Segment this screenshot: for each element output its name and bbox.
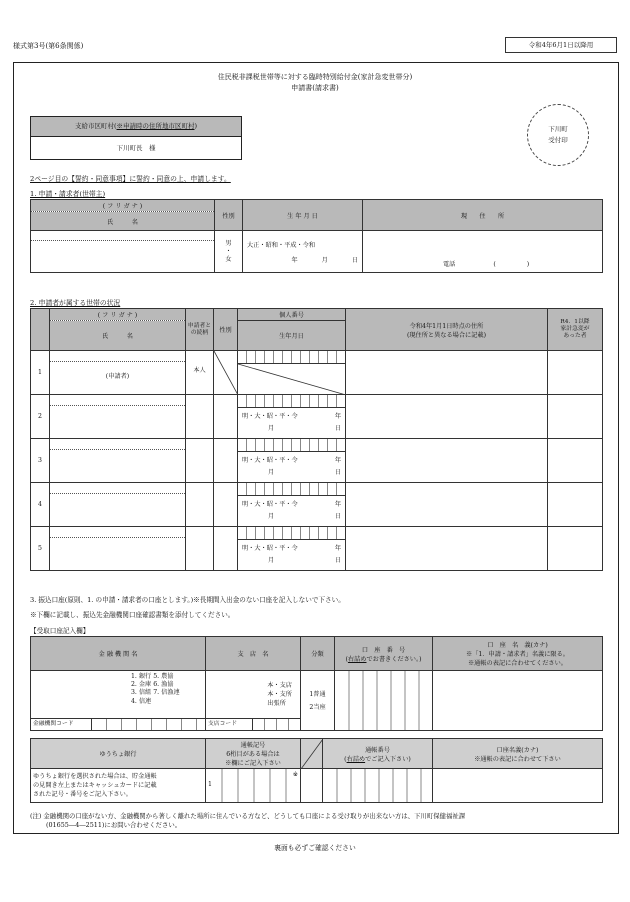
member-name-field[interactable]	[50, 395, 186, 439]
form-number: 様式第3号(第6条関係)	[13, 42, 84, 50]
stamp-line1: 下川町	[548, 125, 568, 133]
member-address-field[interactable]	[346, 351, 548, 395]
bank-type-options: 1. 銀行 5. 農協 2. 金庫 6. 漁協 3. 信組 7. 信漁連 4. 信連	[131, 673, 180, 705]
section1-title: 1. 申請・請求者(世帯主)	[30, 190, 106, 198]
yucho-holder-field[interactable]	[433, 769, 603, 803]
footer-note: (注) 金融機関の口座がない方、金融機関から著しく離れた場所に住んでいる方など、どうしても口座による受け取りが出来ない方は、下川町保健福祉課 (01655―4―2511)にお問い合わせください。	[30, 812, 466, 829]
row-number: 3	[31, 439, 50, 483]
recipient-label: 支給市区町村(※申請時の住所地市区町村)	[31, 117, 241, 137]
symbol-header: 通帳記号 6桁目がある場合は ※欄にご記入下さい	[206, 739, 301, 769]
yucho-header: ゆうちょ銀行	[31, 739, 206, 769]
back-page-reminder: 裏面も必ずご確認ください	[274, 844, 356, 852]
household-table	[30, 308, 603, 571]
slash-cell	[301, 739, 323, 769]
yucho-description: ゆうちょ銀行を選択された場合は、貯金通帳 の見開き左上またはキャッシュカードに記載 された記号・番号をご記入下さい。	[31, 769, 206, 803]
relation-field[interactable]	[186, 395, 214, 439]
reception-stamp	[527, 104, 589, 166]
recipient-box	[30, 116, 242, 160]
household-row	[31, 351, 603, 395]
branch-code-label: 支店コード	[206, 719, 253, 730]
member-gender-field[interactable]	[214, 483, 238, 527]
relation-field: 本人	[186, 351, 214, 395]
bank-table	[30, 636, 603, 731]
member-name-field[interactable]	[50, 439, 186, 483]
applicant-birth-field[interactable]: 大正・昭和・平成・令和 年 月 日	[243, 231, 363, 273]
hh-gender-header: 性別	[214, 309, 238, 351]
furigana-header: ( フ リ ガ ナ )	[31, 200, 215, 212]
bank-name-header: 金 融 機 関 名	[31, 637, 206, 671]
member-gender-field[interactable]	[214, 395, 238, 439]
name-header: 氏 名	[31, 212, 215, 231]
member-gender-field[interactable]	[214, 439, 238, 483]
member-address-field[interactable]	[346, 439, 548, 483]
yucho-no-header: 通帳番号 (右詰めでご記入下さい)	[323, 739, 433, 769]
hh-birth-header: 生年月日	[238, 321, 346, 351]
household-row	[31, 439, 603, 483]
kind-field[interactable]: 1普通 2当座	[301, 671, 335, 731]
member-birth-field[interactable]: 明・大・昭・平・令 年 月 日	[238, 483, 346, 527]
slash-spacer	[301, 769, 323, 803]
branch-type-options: 本・支店 本・支所 出張所	[267, 682, 292, 707]
branch-name-field[interactable]	[206, 671, 301, 731]
member-sudden-field[interactable]	[548, 527, 603, 571]
section2-title: 2. 申請者が属する世帯の状況	[30, 299, 121, 307]
member-birth-field[interactable]: 明・大・昭・平・令 年 月 日	[238, 439, 346, 483]
member-gender-field[interactable]	[214, 527, 238, 571]
bank-code-label: 金融機関コード	[31, 719, 92, 730]
member-name-field[interactable]	[50, 483, 186, 527]
relation-field[interactable]	[186, 483, 214, 527]
member-sudden-field[interactable]	[548, 483, 603, 527]
member-birth-field[interactable]: 明・大・昭・平・令 年 月 日	[238, 395, 346, 439]
hh-name-header: 氏 名	[50, 321, 186, 351]
member-address-field[interactable]	[346, 395, 548, 439]
era-options: 大正・昭和・平成・令和	[247, 241, 316, 249]
relation-header: 申請者との続柄	[186, 309, 214, 351]
account-no-field[interactable]	[335, 671, 433, 731]
address-header: 現 住 所	[363, 200, 603, 231]
member-birth-field[interactable]: 明・大・昭・平・令 年 月 日	[238, 527, 346, 571]
yucho-holder-header: 口座名義(カナ) ※通帳の表記に合わせて下さい	[433, 739, 603, 769]
row-number: 1	[31, 351, 50, 395]
sudden-change-header: R4．1以降 家計急変が あった者	[548, 309, 603, 351]
household-row	[31, 395, 603, 439]
gender-header: 性別	[215, 200, 243, 231]
birth-header: 生 年 月 日	[243, 200, 363, 231]
stamp-line2: 受付印	[548, 136, 568, 144]
relation-field[interactable]	[186, 527, 214, 571]
section3-note: ※下欄に記載し、振込先金融機関口座確認書類を添付してください。	[30, 611, 235, 619]
kind-header: 分類	[301, 637, 335, 671]
yucho-table	[30, 738, 603, 803]
section3-subtitle: 【受取口座記入欄】	[30, 627, 90, 635]
member-sudden-field[interactable]	[548, 395, 603, 439]
bank-code-field[interactable]	[92, 719, 206, 730]
member-gender-field[interactable]	[214, 351, 238, 395]
applicant-gender-field[interactable]: 男 ・ 女	[215, 231, 243, 273]
row-number: 4	[31, 483, 50, 527]
applicant-name-field[interactable]	[31, 231, 215, 273]
section3-title: 3. 振込口座(原則、1. の申請・請求者の口座とします。)※長期間入出金のない口座を記入しないで下さい。	[30, 596, 345, 604]
member-name-field[interactable]: (申請者)	[50, 351, 186, 395]
bank-name-field[interactable]	[31, 671, 206, 731]
effective-date-badge: 令和4年6月1日以降用	[505, 37, 617, 53]
hh-furigana-header: ( フ リ ガ ナ )	[50, 309, 186, 321]
relation-field[interactable]	[186, 439, 214, 483]
row-number: 5	[31, 527, 50, 571]
branch-header: 支 店 名	[206, 637, 301, 671]
member-mynumber-field[interactable]	[238, 351, 346, 395]
form-subtitle: 申請書(請求書)	[291, 84, 339, 92]
recipient-name: 下川町長 様	[116, 144, 156, 152]
member-sudden-field[interactable]	[548, 439, 603, 483]
symbol-field[interactable]: 1 ※	[206, 769, 301, 803]
agreement-instruction: 2ページ目の【誓約・同意事項】に誓約・同意の上、申請します。	[30, 175, 231, 183]
yucho-no-field[interactable]	[323, 769, 433, 803]
household-row	[31, 483, 603, 527]
jan1-address-header: 令和4年1月1日時点の住所 (現住所と異なる場合に記載)	[346, 309, 548, 351]
branch-code-field[interactable]	[253, 719, 301, 730]
member-sudden-field[interactable]	[548, 351, 603, 395]
mynumber-header: 個人番号	[238, 309, 346, 321]
applicant-table	[30, 199, 603, 273]
member-address-field[interactable]	[346, 483, 548, 527]
holder-header: 口 座 名 義(カナ) ※「1．申請・請求者」名義に限る。 ※通帳の表記に合わせてください。	[433, 637, 603, 671]
holder-field[interactable]	[433, 671, 603, 731]
account-no-header: 口 座 番 号 (右詰めでお書きください。)	[335, 637, 433, 671]
member-name-field[interactable]	[50, 527, 186, 571]
row-number: 2	[31, 395, 50, 439]
form-title: 住民税非課税世帯等に対する臨時特別給付金(家計急変世帯分)	[217, 73, 413, 81]
applicant-address-field[interactable]: 電話 ( )	[363, 231, 603, 273]
household-row	[31, 527, 603, 571]
member-address-field[interactable]	[346, 527, 548, 571]
